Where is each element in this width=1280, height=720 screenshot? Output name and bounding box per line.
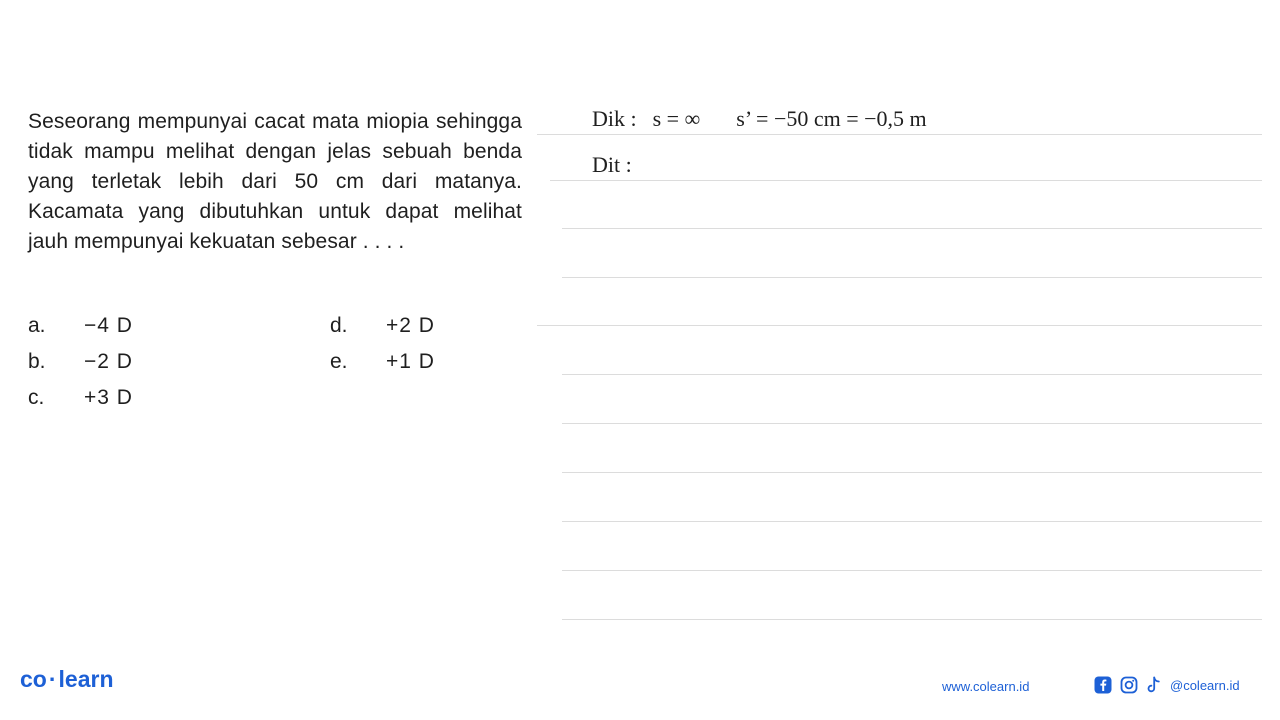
ruled-line (562, 423, 1262, 424)
option-value: +2 D (386, 314, 435, 337)
option-d (330, 309, 435, 343)
option-value: −4 D (84, 314, 133, 337)
ruled-line (537, 134, 1262, 135)
option-b (28, 345, 133, 379)
option-value: +1 D (386, 350, 435, 373)
asked-line (592, 152, 648, 178)
ruled-line (562, 619, 1262, 620)
option-letter: d. (330, 314, 348, 337)
object-distance-expression: s = ∞ (652, 106, 701, 131)
image-distance-expression: s’ = −50 cm = −0,5 m (736, 106, 927, 131)
ruled-line (562, 277, 1262, 278)
tiktok-icon[interactable] (1146, 676, 1162, 694)
ruled-line (562, 521, 1262, 522)
option-c (28, 381, 133, 415)
social-links (1094, 674, 1240, 696)
dik-label: Dik : (592, 106, 637, 131)
ruled-line (550, 180, 1262, 181)
logo-text-learn: learn (58, 666, 114, 692)
option-e (330, 345, 435, 379)
dit-label: Dit : (592, 152, 632, 177)
logo-dot: · (48, 666, 57, 692)
option-value: +3 D (84, 386, 133, 409)
solution-notes (537, 88, 1262, 628)
social-handle[interactable]: @colearn.id (1170, 677, 1240, 693)
ruled-line (562, 570, 1262, 571)
colearn-logo (20, 666, 114, 693)
website-link[interactable]: www.colearn.id (942, 679, 1030, 694)
ruled-line (562, 374, 1262, 375)
option-value: −2 D (84, 350, 133, 373)
facebook-icon[interactable] (1094, 676, 1112, 694)
known-values-line (592, 106, 963, 132)
instagram-icon[interactable] (1120, 676, 1138, 694)
question-text: Seseorang mempunyai cacat mata miopia sehingga tidak mampu melihat dengan jelas sebuah benda yang terletak lebih dari 50 cm dari matanya. Kacamata yang dibutuhkan untuk dapat melihat jauh mempunyai kekuatan sebesar . . . . (28, 110, 522, 253)
option-letter: b. (28, 350, 46, 373)
option-a (28, 309, 133, 343)
option-letter: e. (330, 350, 348, 373)
option-letter: a. (28, 314, 46, 337)
ruled-line (562, 228, 1262, 229)
answer-options (28, 309, 508, 419)
logo-text-co: co (20, 666, 47, 692)
question-block (28, 107, 522, 257)
option-letter: c. (28, 386, 45, 409)
ruled-line (562, 472, 1262, 473)
ruled-line (537, 325, 1262, 326)
